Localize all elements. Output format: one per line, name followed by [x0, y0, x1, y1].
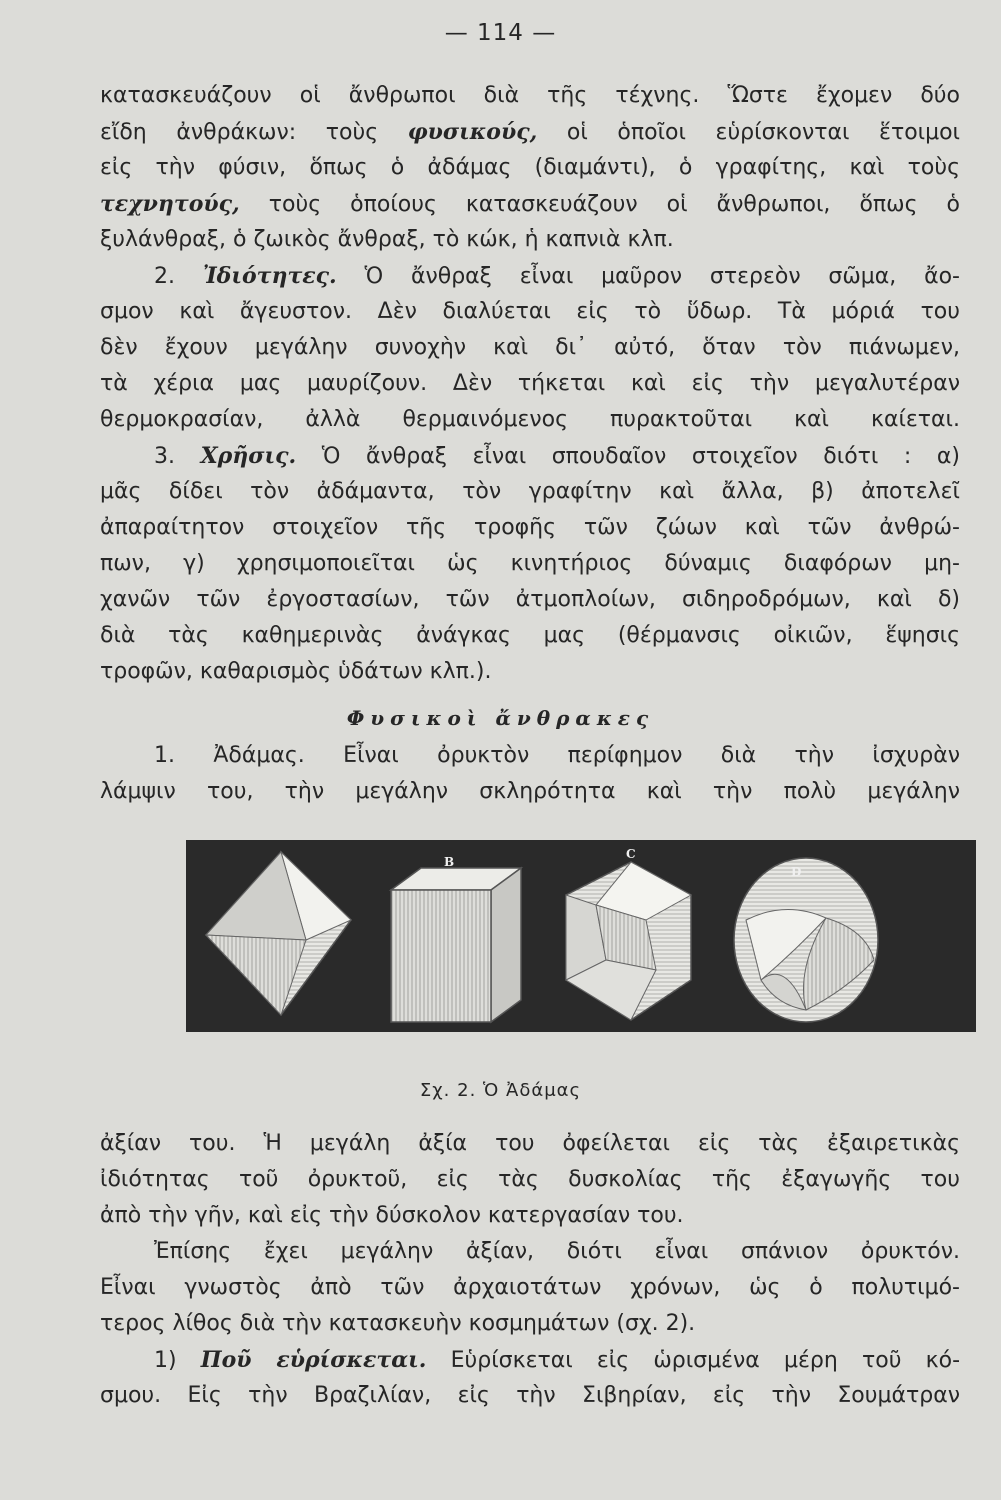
text-block-diamond-value	[100, 1126, 960, 1414]
line-text: διὰ τὰς καθημερινὰς ἀνάγκας μας (θέρμανσις οἰκιῶν, ἕψησις	[100, 623, 960, 648]
figure-label-b: B	[444, 855, 455, 869]
line-text: κατασκευάζουν οἱ ἄνθρωποι διὰ τῆς τέχνης. Ὥστε ἔχομεν δύο	[100, 83, 960, 108]
line-text: Ἐπίσης ἔχει μεγάλην ἀξίαν, διότι εἶναι σπάνιον ὀρυκτόν.	[154, 1239, 960, 1264]
emphasized-term: τεχνητούς,	[100, 191, 240, 217]
text-line	[100, 330, 960, 366]
text-line	[100, 78, 960, 114]
octahedron-crystal	[206, 852, 351, 1015]
text-line	[100, 258, 960, 294]
line-text: 1)	[154, 1348, 201, 1373]
text-line	[100, 186, 960, 222]
line-text: λάμψιν του, τὴν μεγάλην σκληρότητα καὶ τὴν πολὺ μεγάλην	[100, 779, 960, 804]
page-number: — 114 —	[444, 20, 557, 46]
line-text: ἀπὸ τὴν γῆν, καὶ εἰς τὴν δύσκολον κατεργασίαν του.	[100, 1203, 684, 1228]
text-line	[100, 474, 960, 510]
text-line	[100, 654, 960, 690]
line-text: τροφῶν, καθαρισμὸς ὑδάτων κλπ.).	[100, 659, 492, 684]
line-text: ἀξίαν του. Ἡ μεγάλη ἀξία του ὀφείλεται εἰς τὰς ἐξαιρετικὰς	[100, 1131, 960, 1156]
line-text: Ὁ ἄνθραξ εἶναι σπουδαῖον στοιχεῖον διότι : α)	[296, 444, 961, 469]
text-line	[100, 1198, 960, 1234]
text-line	[100, 774, 960, 810]
text-line	[100, 582, 960, 618]
line-text: ξυλάνθραξ, ὁ ζωικὸς ἄνθραξ, τὸ κώκ, ἡ καπνιὰ κλπ.	[100, 227, 674, 252]
text-line	[100, 618, 960, 654]
text-line	[100, 1342, 960, 1378]
text-line	[100, 1234, 960, 1270]
text-block-diamond-intro	[100, 738, 960, 810]
line-text: τὰ χέρια μας μαυρίζουν. Δὲν τήκεται καὶ εἰς τὴν μεγαλυτέραν	[100, 371, 960, 396]
text-line	[100, 150, 960, 186]
text-line	[100, 114, 960, 150]
text-line	[100, 738, 960, 774]
line-text: εἴδη ἀνθράκων: τοὺς	[100, 120, 408, 145]
text-line	[100, 402, 960, 438]
text-line	[100, 1306, 960, 1342]
figure-label-d: D	[791, 865, 802, 879]
text-line	[100, 1270, 960, 1306]
line-text: ἀπαραίτητον στοιχεῖον τῆς τροφῆς τῶν ζώων καὶ τῶν ἀνθρώ-	[100, 515, 960, 540]
line-text: Ὁ ἄνθραξ εἶναι μαῦρον στερεὸν σῶμα, ἄο-	[336, 264, 960, 289]
line-text: χανῶν τῶν ἐργοστασίων, τῶν ἀτμοπλοίων, σιδηροδρόμων, καὶ δ)	[100, 587, 960, 612]
line-text: σμον καὶ ἄγευστον. Δὲν διαλύεται εἰς τὸ ὕδωρ. Τὰ μόριά του	[100, 299, 960, 324]
line-text: μᾶς δίδει τὸν ἀδάμαντα, τὸν γραφίτην καὶ ἄλλα, β) ἀποτελεῖ	[100, 479, 960, 504]
text-line	[100, 510, 960, 546]
line-text: οἱ ὁποῖοι εὑρίσκονται ἕτοιμοι	[537, 120, 960, 145]
diamond-crystals-figure	[186, 840, 976, 1032]
crystal-illustration	[186, 840, 976, 1032]
rounded-crystal	[734, 858, 878, 1022]
line-text: θερμοκρασίαν, ἀλλὰ θερμαινόμενος πυρακτοῦται καὶ καίεται.	[100, 407, 960, 432]
text-line	[100, 546, 960, 582]
line-text: 2.	[154, 264, 203, 289]
text-line	[100, 438, 960, 474]
cube-crystal	[391, 868, 521, 1022]
text-block-carbon-properties	[100, 78, 960, 690]
line-text: δὲν ἔχουν μεγάλην συνοχὴν καὶ δι᾽ αὐτό, ὅταν τὸν πιάνωμεν,	[100, 335, 960, 360]
emphasized-term: Ἰδιότητες.	[202, 263, 337, 289]
text-line	[100, 294, 960, 330]
text-line	[100, 366, 960, 402]
line-text: πων, γ) χρησιμοποιεῖται ὡς κινητήριος δύναμις διαφόρων μη-	[100, 551, 960, 576]
emphasized-term: Χρῆσις.	[200, 443, 297, 469]
emphasized-term: φυσικούς,	[407, 119, 538, 145]
line-text: Εἶναι γνωστὸς ἀπὸ τῶν ἀρχαιοτάτων χρόνων, ὡς ὁ πολυτιμό-	[100, 1275, 960, 1300]
figure-caption: Σχ. 2. Ὁ Ἀδάμας	[419, 1080, 582, 1101]
line-text: εἰς τὴν φύσιν, ὅπως ὁ ἀδάμας (διαμάντι), ὁ γραφίτης, καὶ τοὺς	[100, 155, 960, 180]
line-text: ἰδιότητας τοῦ ὀρυκτοῦ, εἰς τὰς δυσκολίας τῆς ἐξαγωγῆς του	[100, 1167, 960, 1192]
line-text: Εὑρίσκεται εἰς ὡρισμένα μέρη τοῦ κό-	[426, 1348, 961, 1373]
emphasized-term: Ποῦ εὑρίσκεται.	[200, 1347, 427, 1373]
text-line	[100, 1378, 960, 1414]
text-line	[100, 1162, 960, 1198]
line-text: 1. Ἀδάμας. Εἶναι ὀρυκτὸν περίφημον διὰ τὴν ἰσχυρὰν	[154, 743, 960, 768]
section-heading: Φυσικοὶ ἄνθρακες	[346, 706, 655, 730]
text-line	[100, 1126, 960, 1162]
line-text: σμου. Εἰς τὴν Βραζιλίαν, εἰς τὴν Σιβηρίαν, εἰς τὴν Σουμάτραν	[100, 1383, 960, 1408]
figure-label-c: C	[626, 847, 636, 861]
line-text: τερος λίθος διὰ τὴν κατασκευὴν κοσμημάτων (σχ. 2).	[100, 1311, 696, 1336]
dodecahedron-crystal	[566, 862, 691, 1020]
line-text: 3.	[154, 444, 201, 469]
line-text: τοὺς ὁποίους κατασκευάζουν οἱ ἄνθρωποι, ὅπως ὁ	[239, 192, 960, 217]
text-line	[100, 222, 960, 258]
